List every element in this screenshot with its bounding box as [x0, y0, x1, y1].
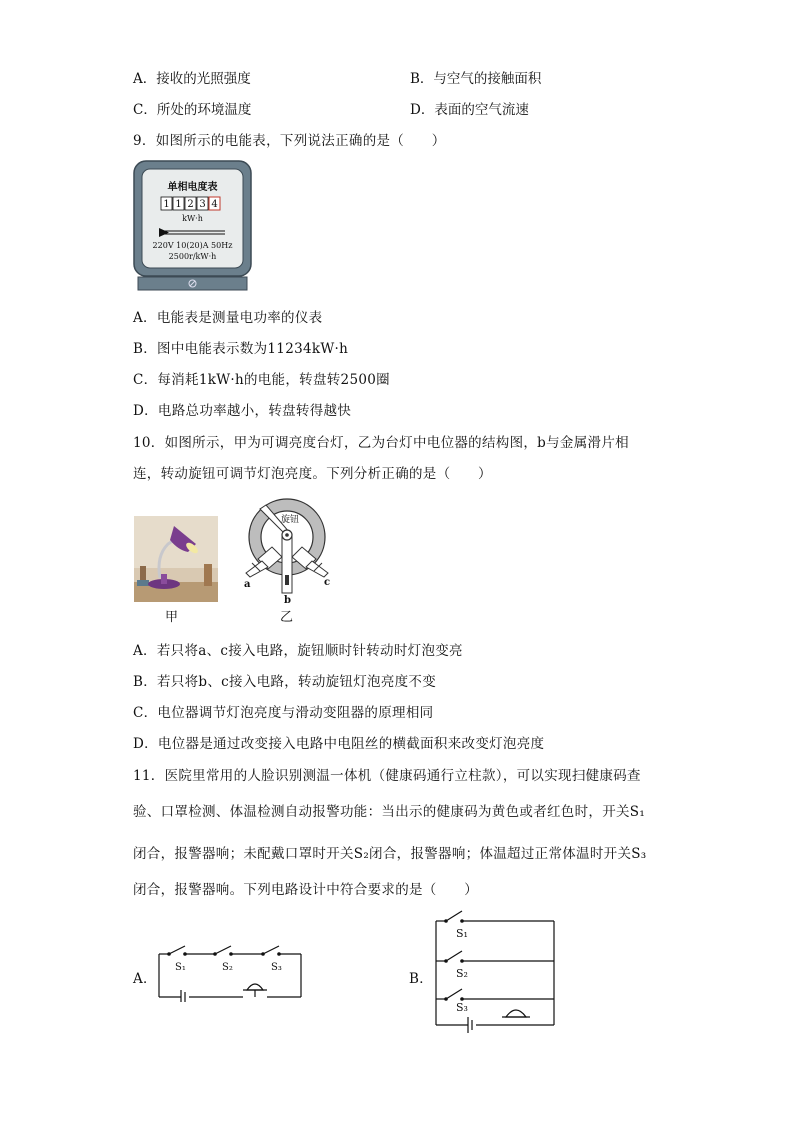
q9-option-a: A．电能表是测量电功率的仪表 — [133, 310, 323, 326]
q11-stem-line3: 闭合，报警器响；未配戴口罩时开关S₂闭合，报警器响；体温超过正常体温时开关S₃ — [133, 846, 647, 862]
q10-option-d: D．电位器是通过改变接入电路中电阻丝的横截面积来改变灯泡亮度 — [133, 736, 545, 752]
q11-stem-line2: 验、口罩检测、体温检测自动报警功能：当出示的健康码为黄色或者红色时，开关S₁ — [133, 804, 646, 820]
meter-digit-1: 1 — [163, 199, 170, 210]
label-jia: 甲 — [165, 610, 179, 625]
terminal-b: b — [284, 595, 291, 606]
q11-stem-line4: 闭合，报警器响。下列电路设计中符合要求的是（ ） — [133, 882, 478, 898]
circuit-b-diagram — [432, 905, 560, 1043]
terminal-a: a — [244, 579, 251, 590]
circuit-a-s2: S₂ — [222, 962, 233, 973]
q8-option-c: C．所处的环境温度 — [133, 102, 252, 118]
q9-option-d: D．电路总功率越小，转盘转得越快 — [133, 403, 352, 419]
meter-spec: 220V 10(20)A 50Hz — [152, 241, 233, 250]
circuit-a-diagram — [155, 940, 305, 1002]
q8-option-d: D．表面的空气流速 — [410, 102, 529, 118]
meter-digit-3: 2 — [187, 199, 194, 210]
circuit-a-s3: S₃ — [271, 962, 282, 973]
q10-option-c: C．电位器调节灯泡亮度与滑动变阻器的原理相同 — [133, 705, 434, 721]
meter-title: 单相电度表 — [167, 182, 218, 193]
circuit-b-s2: S₂ — [456, 967, 468, 980]
meter-unit: kW·h — [182, 214, 203, 223]
knob-label: 旋钮 — [280, 515, 300, 525]
q9-option-b: B．图中电能表示数为11234kW·h — [133, 341, 349, 357]
q8-option-b: B．与空气的接触面积 — [410, 71, 542, 87]
q9-stem: 9．如图所示的电能表，下列说法正确的是（ ） — [133, 133, 446, 149]
circuit-b-label: B． — [409, 971, 434, 987]
q10-stem-line1: 10．如图所示，甲为可调亮度台灯，乙为台灯中电位器的结构图，b与金属滑片相 — [133, 435, 629, 451]
meter-revolutions: 2500r/kW·h — [168, 252, 217, 261]
meter-digit-2: 1 — [175, 199, 182, 210]
meter-digit-4: 3 — [199, 199, 206, 210]
circuit-a-s1: S₁ — [175, 962, 186, 973]
potentiometer-diagram — [232, 497, 342, 609]
desk-lamp-photo — [134, 516, 218, 602]
circuit-b-s1: S₁ — [456, 927, 468, 940]
circuit-a-label: A． — [133, 971, 157, 987]
q10-option-a: A．若只将a、c接入电路，旋钮顺时针转动时灯泡变亮 — [133, 643, 463, 659]
q9-option-c: C．每消耗1kW·h的电能，转盘转2500圈 — [133, 372, 390, 388]
q8-option-a: A．接收的光照强度 — [133, 71, 251, 87]
q11-stem-line1: 11．医院里常用的人脸识别测温一体机（健康码通行立柱款），可以实现扫健康码查 — [133, 768, 641, 784]
electric-meter-figure — [133, 160, 253, 292]
terminal-c: c — [324, 577, 331, 588]
meter-digit-5: 4 — [211, 199, 218, 210]
circuit-b-s3: S₃ — [456, 1001, 468, 1014]
q10-option-b: B．若只将b、c接入电路，转动旋钮灯泡亮度不变 — [133, 674, 437, 690]
label-yi: 乙 — [280, 610, 294, 625]
q10-stem-line2: 连，转动旋钮可调节灯泡亮度。下列分析正确的是（ ） — [133, 466, 492, 482]
